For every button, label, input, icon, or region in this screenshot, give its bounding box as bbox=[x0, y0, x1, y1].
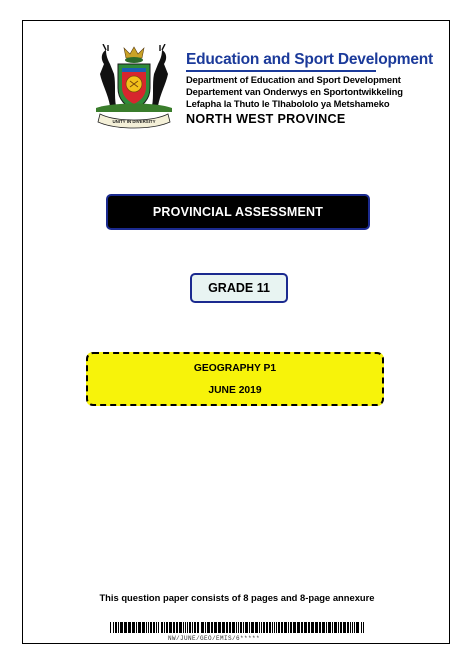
dept-line-afrikaans: Departement van Onderwys en Sportontwikkeling bbox=[186, 86, 403, 97]
exam-date: JUNE 2019 bbox=[208, 385, 262, 396]
dept-line-english: Department of Education and Sport Development bbox=[186, 74, 401, 85]
dept-title: Education and Sport Development bbox=[186, 51, 433, 68]
barcode-text: NW/JUNE/GEO/EMIS/6***** bbox=[168, 635, 261, 642]
coat-of-arms-icon bbox=[86, 44, 182, 130]
page-count-note: This question paper consists of 8 pages and 8-page annexure bbox=[99, 592, 375, 603]
grade-label: GRADE 11 bbox=[208, 281, 270, 295]
province-name: NORTH WEST PROVINCE bbox=[186, 112, 346, 126]
grade-badge bbox=[190, 273, 288, 303]
assessment-banner bbox=[106, 194, 370, 230]
title-underline bbox=[186, 70, 376, 72]
dept-line-setswana: Lefapha la Thuto le Tlhabololo ya Metshameko bbox=[186, 98, 390, 109]
assessment-label: PROVINCIAL ASSESSMENT bbox=[152, 205, 324, 219]
subject-panel bbox=[86, 352, 384, 406]
crest-motto: UNITY IN DIVERSITY bbox=[112, 119, 156, 124]
subject-label: GEOGRAPHY P1 bbox=[193, 363, 277, 374]
